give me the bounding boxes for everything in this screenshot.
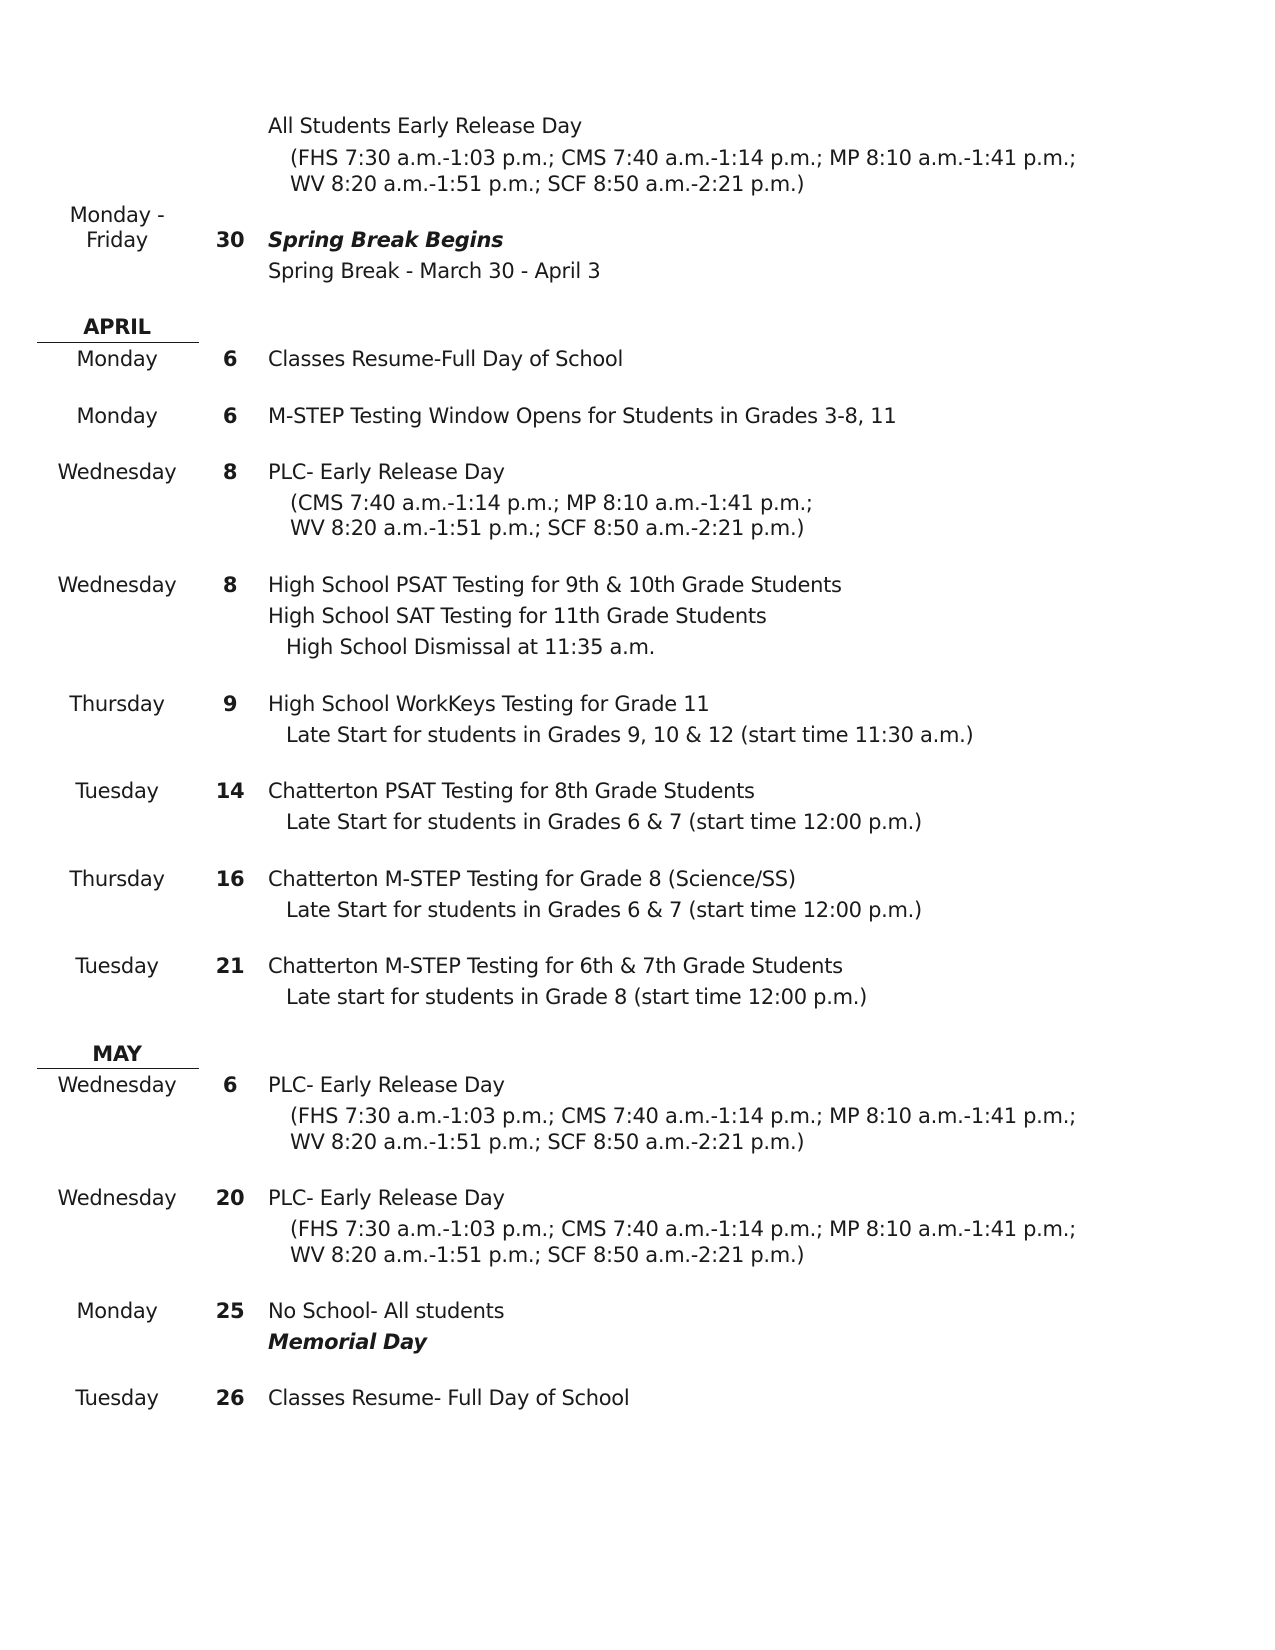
event-detail: WV 8:20 a.m.-1:51 p.m.; SCF 8:50 a.m.-2:21 p.m.) [290,516,805,540]
event-day: Friday [86,228,148,252]
event-day: Monday - [69,203,165,227]
event-day: Thursday [69,867,165,891]
event-detail: High School Dismissal at 11:35 a.m. [286,635,655,659]
event-detail: Memorial Day [268,1330,427,1354]
event-title: M-STEP Testing Window Opens for Students in Grades 3-8, 11 [268,404,897,428]
event-title: Classes Resume-Full Day of School [268,347,624,371]
event-day: Monday [76,404,158,428]
event-date: 16 [215,867,245,891]
event-title: Classes Resume- Full Day of School [268,1386,630,1410]
event-title: PLC- Early Release Day [268,1073,505,1097]
month-underline [37,1068,199,1069]
event-title: Chatterton PSAT Testing for 8th Grade Students [268,779,755,803]
event-title: High School PSAT Testing for 9th & 10th Grade Students [268,573,842,597]
month-underline [37,342,199,343]
event-detail: (CMS 7:40 a.m.-1:14 p.m.; MP 8:10 a.m.-1:41 p.m.; [290,491,813,515]
event-date: 6 [222,1073,238,1097]
event-date: 14 [215,779,245,803]
event-date: 6 [222,347,238,371]
event-detail: WV 8:20 a.m.-1:51 p.m.; SCF 8:50 a.m.-2:21 p.m.) [290,1243,805,1267]
event-day: Wednesday [57,1073,177,1097]
event-date: 9 [222,692,238,716]
event-date: 6 [222,404,238,428]
event-title: Spring Break Begins [268,228,504,252]
event-detail: Late start for students in Grade 8 (start time 12:00 p.m.) [286,985,868,1009]
event-day: Tuesday [75,954,159,978]
event-title: PLC- Early Release Day [268,460,505,484]
event-detail: Late Start for students in Grades 6 & 7 (start time 12:00 p.m.) [286,898,922,922]
event-title: High School WorkKeys Testing for Grade 11 [268,692,710,716]
event-day: Tuesday [75,1386,159,1410]
event-day: Tuesday [75,779,159,803]
event-date: 26 [215,1386,245,1410]
event-date: 8 [222,573,238,597]
event-title: All Students Early Release Day [268,114,582,138]
event-title: Chatterton M-STEP Testing for 6th & 7th Grade Students [268,954,843,978]
event-detail: (FHS 7:30 a.m.-1:03 p.m.; CMS 7:40 a.m.-1:14 p.m.; MP 8:10 a.m.-1:41 p.m.; [290,1217,1076,1241]
event-date: 20 [215,1186,245,1210]
event-date: 21 [215,954,245,978]
event-detail: Late Start for students in Grades 6 & 7 (start time 12:00 p.m.) [286,810,922,834]
event-detail: Late Start for students in Grades 9, 10 & 12 (start time 11:30 a.m.) [286,723,974,747]
event-detail: High School SAT Testing for 11th Grade Students [268,604,767,628]
event-day: Wednesday [57,573,177,597]
event-title: PLC- Early Release Day [268,1186,505,1210]
event-date: 8 [222,460,238,484]
event-detail: WV 8:20 a.m.-1:51 p.m.; SCF 8:50 a.m.-2:21 p.m.) [290,172,805,196]
event-title: Chatterton M-STEP Testing for Grade 8 (Science/SS) [268,867,796,891]
event-day: Wednesday [57,1186,177,1210]
event-day: Monday [76,1299,158,1323]
event-day: Thursday [69,692,165,716]
event-day: Monday [76,347,158,371]
event-date: 30 [215,228,245,252]
event-detail: (FHS 7:30 a.m.-1:03 p.m.; CMS 7:40 a.m.-1:14 p.m.; MP 8:10 a.m.-1:41 p.m.; [290,146,1076,170]
event-day: Wednesday [57,460,177,484]
event-date: 25 [215,1299,245,1323]
event-detail: (FHS 7:30 a.m.-1:03 p.m.; CMS 7:40 a.m.-1:14 p.m.; MP 8:10 a.m.-1:41 p.m.; [290,1104,1076,1128]
event-detail: Spring Break - March 30 - April 3 [268,259,601,283]
month-heading-april: APRIL [83,315,151,339]
event-detail: WV 8:20 a.m.-1:51 p.m.; SCF 8:50 a.m.-2:21 p.m.) [290,1130,805,1154]
month-heading-may: MAY [92,1042,142,1066]
event-title: No School- All students [268,1299,505,1323]
